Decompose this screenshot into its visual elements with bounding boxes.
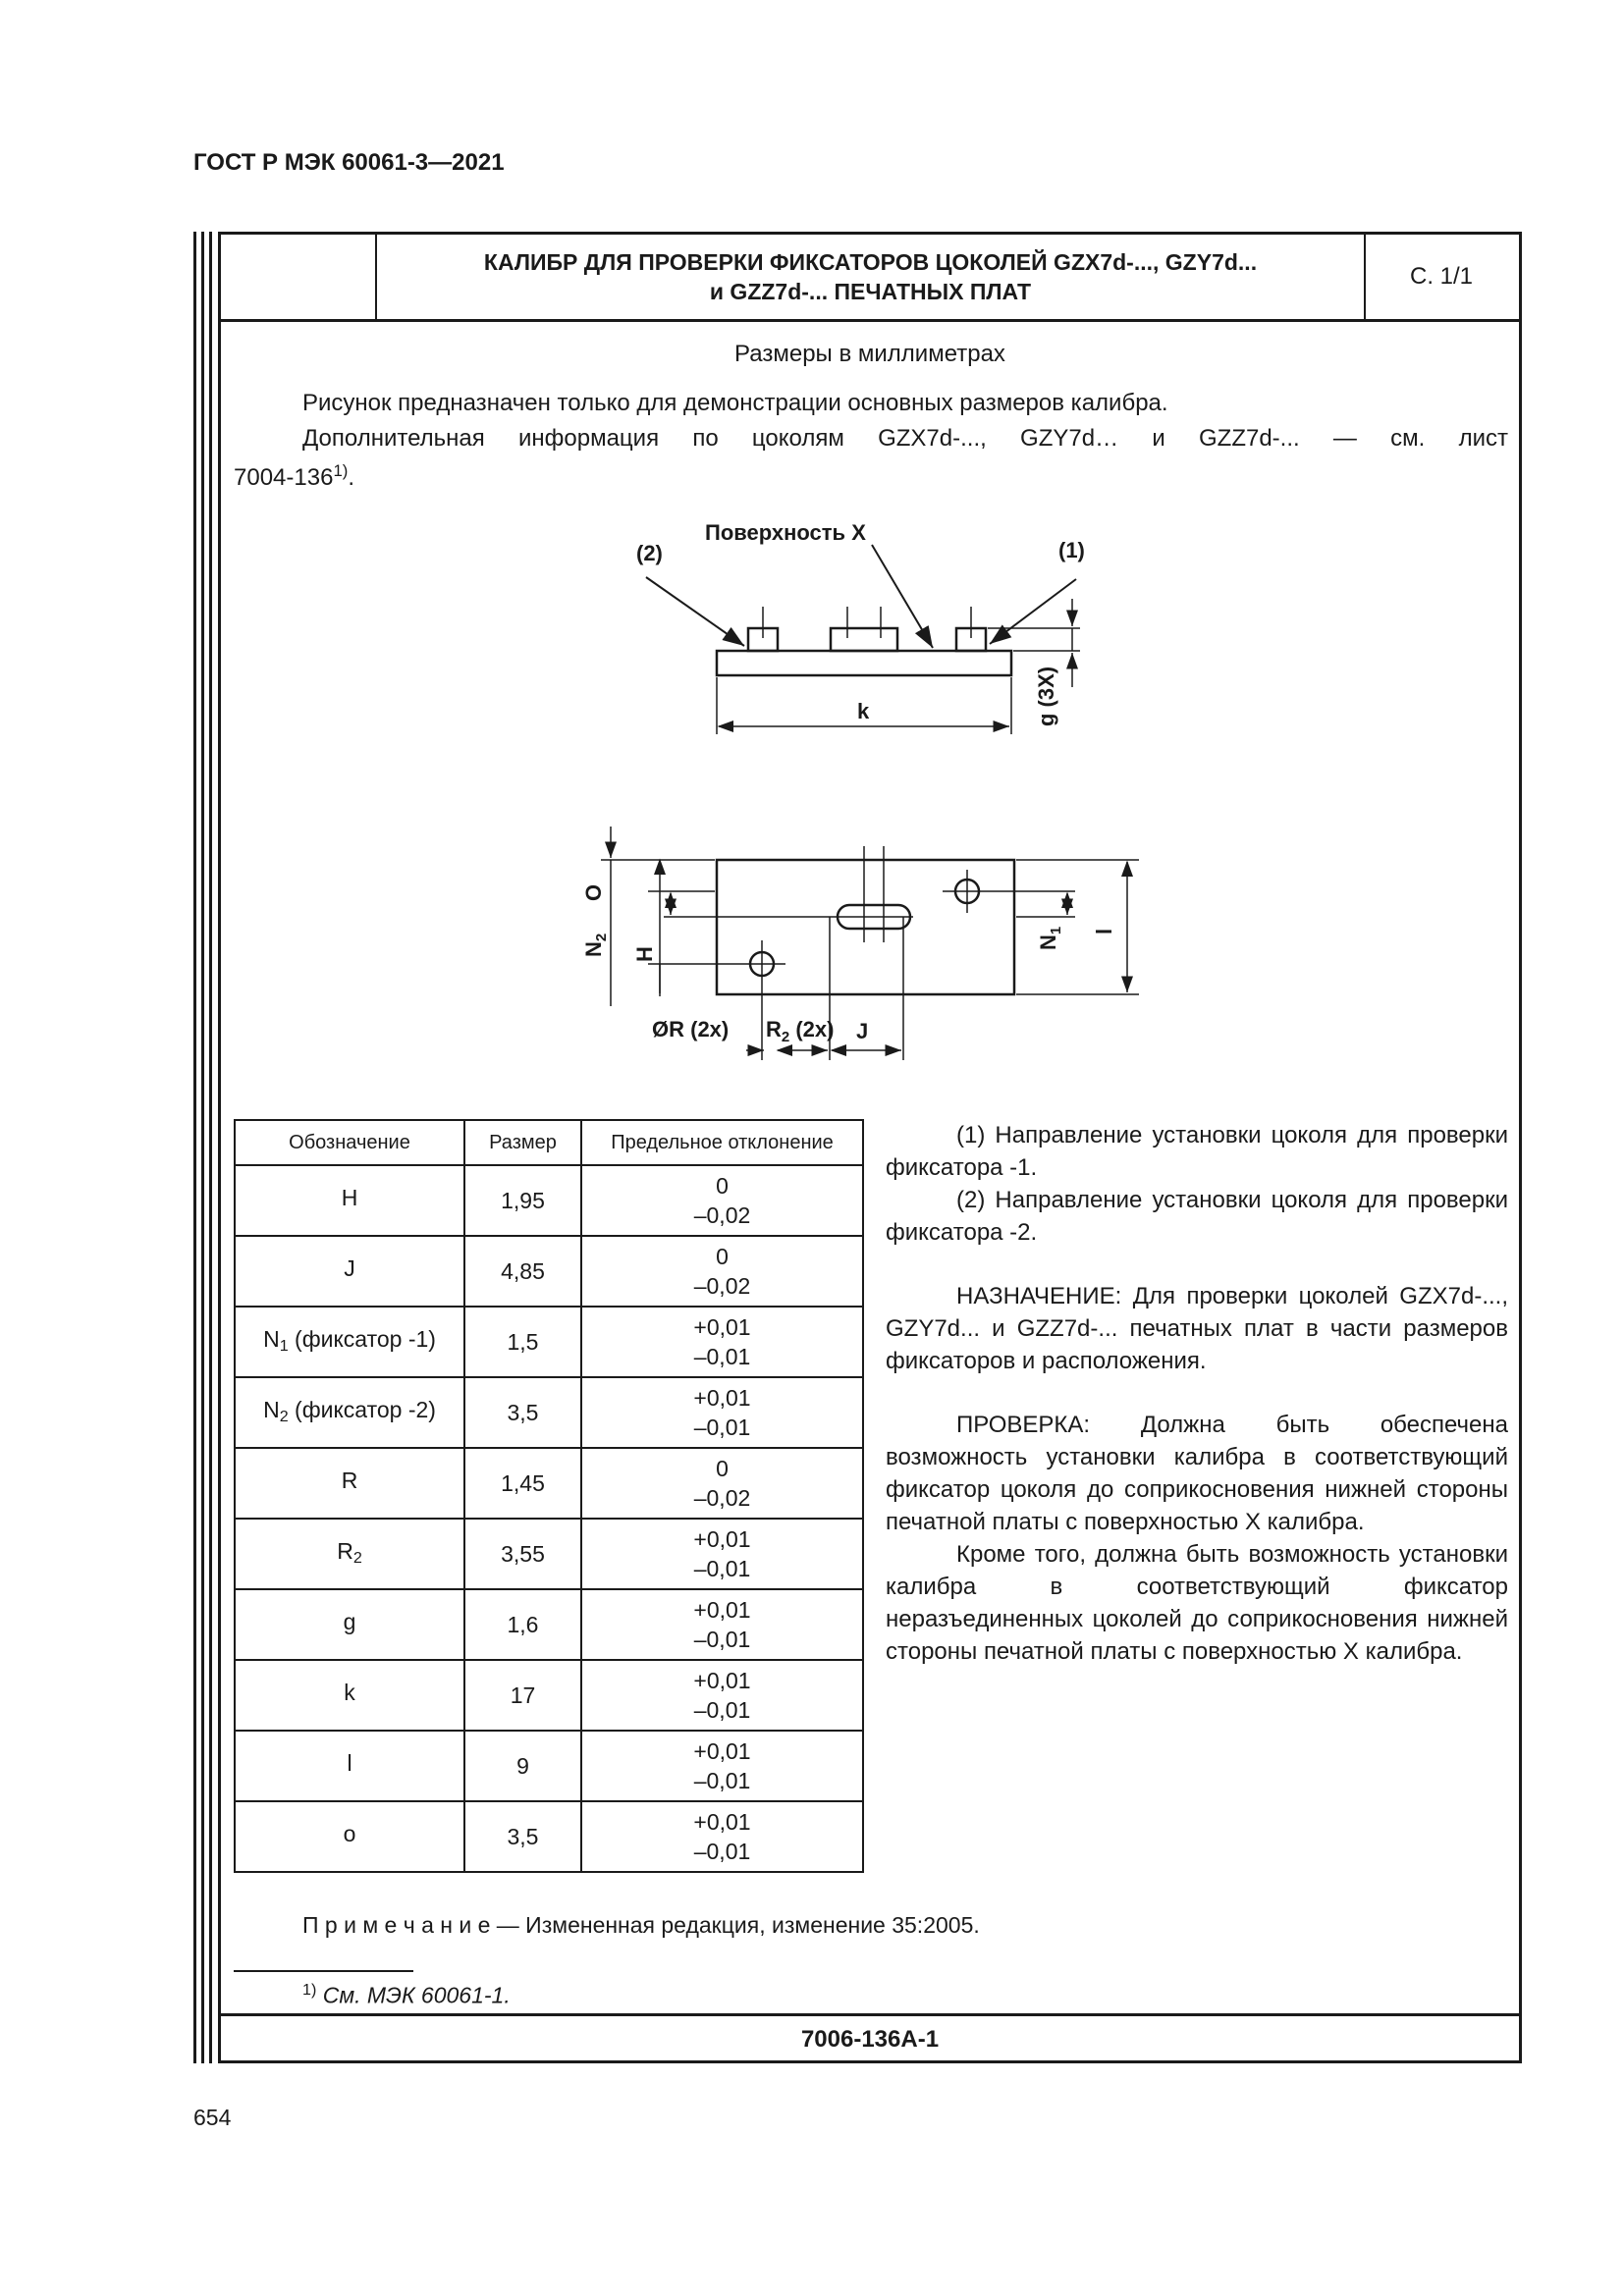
table-row [235, 1731, 863, 1801]
purpose-text: НАЗНАЧЕНИЕ: Для проверки цоколей GZX7d-..., GZY7d... и GZZ7d-... печатных плат в части размеров фиксаторов и расположения. [886, 1283, 1508, 1374]
label-N2: $N_2$ [581, 933, 610, 957]
cell-tolerance: +0,01 –0,01 [581, 1519, 863, 1589]
cell-tolerance: 0 –0,02 [581, 1448, 863, 1519]
dimensions-table [234, 1119, 864, 1873]
sheet-title-line2: и GZZ7d-... ПЕЧАТНЫХ ПЛАТ [709, 279, 1032, 304]
label-R2: $R_2$ (2x) [766, 1017, 835, 1045]
table-row [235, 1801, 863, 1872]
direction-2-text: (2) Направление установки цоколя для проверки фиксатора -2. [886, 1187, 1508, 1246]
table-row [235, 1165, 863, 1236]
direction-1-text: (1) Направление установки цоколя для проверки фиксатора -1. [886, 1122, 1508, 1181]
table-row [235, 1519, 863, 1589]
cell-size: 1,45 [464, 1448, 581, 1519]
label-H: H [632, 946, 657, 962]
table-row [235, 1236, 863, 1307]
label-J: J [856, 1019, 869, 1043]
table-header-row [235, 1120, 863, 1165]
cell-tolerance: 0 –0,02 [581, 1236, 863, 1307]
units-note: Размеры в миллиметрах [734, 341, 1005, 367]
table-row [235, 1448, 863, 1519]
label-surface-x: Поверхность X [705, 520, 866, 545]
cell-tolerance: +0,01 –0,01 [581, 1801, 863, 1872]
check-text: ПРОВЕРКА: Должна быть обеспечена возможность установки калибра в соответствующий фиксатор цоколя до соприкосновения нижней стороны печатной платы с поверхностью X калибра. [886, 1412, 1508, 1535]
label-l: l [1092, 928, 1116, 934]
cell-size: 1,5 [464, 1307, 581, 1377]
cell-size: 4,85 [464, 1236, 581, 1307]
col-header-size: Размер [464, 1120, 581, 1165]
cell-designation: l [235, 1731, 464, 1801]
table-row [235, 1660, 863, 1731]
cell-designation: o [235, 1801, 464, 1872]
intro-paragraph-2-line2: 7004-136$^{1)}$. [234, 461, 355, 491]
cell-designation: k [235, 1660, 464, 1731]
cell-size: 3,55 [464, 1519, 581, 1589]
standard-header: ГОСТ Р МЭК 60061-3—2021 [193, 149, 505, 176]
label-g: g (3X) [1034, 666, 1058, 726]
cell-size: 3,5 [464, 1377, 581, 1448]
table-row [235, 1377, 863, 1448]
cell-size: 9 [464, 1731, 581, 1801]
right-column [886, 1119, 1508, 1668]
label-direction-1: (1) [1058, 538, 1085, 562]
sheet-title-line1: КАЛИБР ДЛЯ ПРОВЕРКИ ФИКСАТОРОВ ЦОКОЛЕЙ GZX7d-..., GZY7d... [483, 249, 1258, 275]
cell-tolerance: +0,01 –0,01 [581, 1307, 863, 1377]
label-O: O [581, 883, 606, 901]
cell-tolerance: +0,01 –0,01 [581, 1660, 863, 1731]
cell-tolerance: +0,01 –0,01 [581, 1589, 863, 1660]
cell-size: 17 [464, 1660, 581, 1731]
col-header-designation: Обозначение [235, 1120, 464, 1165]
table-row [235, 1307, 863, 1377]
cell-size: 1,6 [464, 1589, 581, 1660]
cell-designation: H [235, 1165, 464, 1236]
cell-tolerance: 0 –0,02 [581, 1165, 863, 1236]
cell-designation: $N_1$ (фиксатор -1) [235, 1307, 464, 1377]
label-R: ØR (2x) [652, 1017, 730, 1041]
additional-text: Кроме того, должна быть возможность установки калибра в соответствующий фиксатор неразъединенных цоколей до соприкосновения нижней стороны печатной платы с поверхностью X калибра. [886, 1541, 1508, 1665]
footnote-separator [234, 1970, 413, 1972]
cell-designation: g [235, 1589, 464, 1660]
label-direction-2: (2) [636, 541, 663, 565]
cell-designation: $R_2$ [235, 1519, 464, 1589]
page-number: 654 [193, 2105, 232, 2130]
sheet-number: С. 1/1 [1409, 263, 1474, 290]
note-text: П р и м е ч а н и е — Измененная редакция, изменение 35:2005. [302, 1912, 980, 1938]
cell-designation: J [235, 1236, 464, 1307]
footnote: $^{1)}$ См. МЭК 60061-1. [302, 1981, 511, 2008]
cell-designation: R [235, 1448, 464, 1519]
col-header-tolerance: Предельное отклонение [581, 1120, 863, 1165]
cell-designation: $N_2$ (фиксатор -2) [235, 1377, 464, 1448]
label-N1: $N_1$ [1036, 926, 1064, 950]
intro-paragraph-1: Рисунок предназначен только для демонстрации основных размеров калибра. [302, 390, 1168, 416]
intro-paragraph-2-line1: Дополнительная информация по цоколям GZX7d-..., GZY7d… и GZZ7d-... — см. лист [302, 425, 1508, 452]
cell-tolerance: +0,01 –0,01 [581, 1377, 863, 1448]
cell-tolerance: +0,01 –0,01 [581, 1731, 863, 1801]
label-k: k [857, 699, 870, 723]
sheet-id: 7006-136A-1 [221, 2013, 1519, 2063]
cell-size: 1,95 [464, 1165, 581, 1236]
cell-size: 3,5 [464, 1801, 581, 1872]
table-row [235, 1589, 863, 1660]
